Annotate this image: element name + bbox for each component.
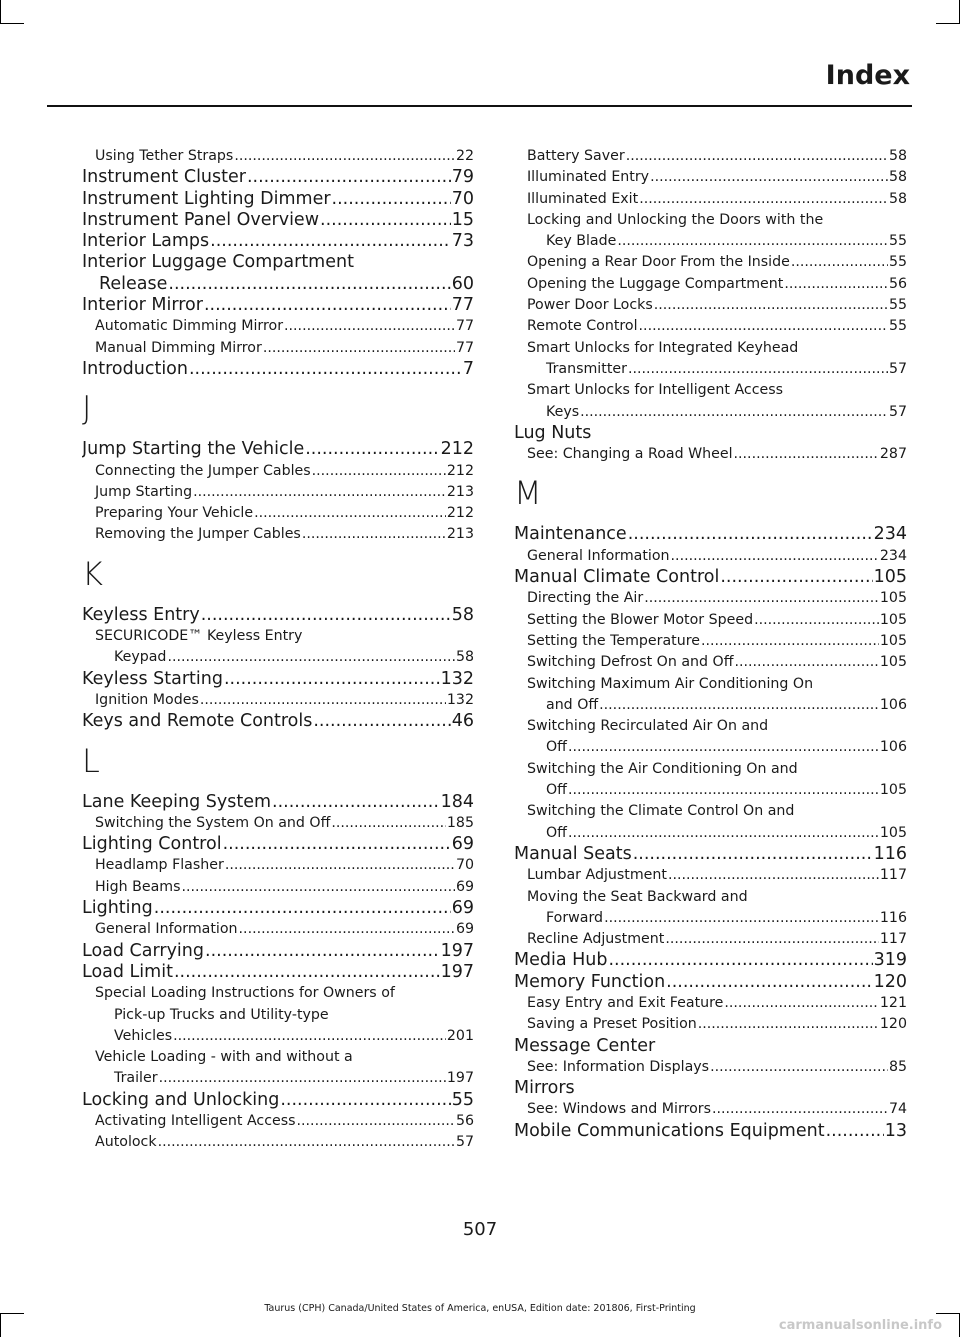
- entry-label: Illuminated Entry: [527, 169, 650, 186]
- page-ref: 79: [451, 167, 474, 188]
- entry-label: Lumbar Adjustment: [527, 867, 667, 884]
- dot-leader: [654, 295, 888, 316]
- index-subtopic: [514, 1099, 907, 1120]
- page-ref: 74: [888, 1101, 907, 1118]
- entry-label: Jump Starting the Vehicle: [82, 439, 305, 460]
- page-ref: 185: [446, 814, 474, 831]
- dot-leader: [608, 950, 872, 971]
- index-subtopic: [82, 647, 474, 668]
- index-subtopic: [514, 993, 907, 1014]
- entry-label: Media Hub: [514, 950, 608, 971]
- entry-label: Battery Saver: [527, 148, 625, 164]
- entry-label: Preparing Your Vehicle: [95, 505, 254, 522]
- index-topic: [514, 844, 907, 865]
- page-ref: 213: [446, 526, 474, 543]
- entry-label: Vehicles: [114, 1027, 173, 1044]
- page-ref: 69: [455, 878, 474, 895]
- entry-label: General Information: [95, 921, 238, 938]
- index-topic: [82, 941, 474, 962]
- index-letter-heading: M: [514, 474, 542, 513]
- entry-label: Key Blade: [546, 233, 617, 250]
- page-ref: 106: [879, 739, 907, 756]
- page-ref: 234: [873, 524, 907, 545]
- page-ref: 132: [440, 668, 474, 689]
- index-topic: [82, 834, 474, 855]
- dot-leader: [580, 402, 888, 423]
- page-ref: 60: [451, 273, 474, 294]
- dot-leader: [302, 524, 446, 545]
- crop-mark-top-left-h: [0, 23, 24, 24]
- index-subtopic: Switching Recirculated Air On and: [527, 718, 769, 735]
- index-subtopic: [514, 865, 907, 886]
- index-subtopic: [82, 146, 474, 167]
- page-ref: 69: [451, 834, 474, 855]
- dot-leader: [201, 605, 451, 626]
- dot-leader: [263, 338, 455, 359]
- index-topic: [82, 274, 474, 295]
- dot-leader: [284, 316, 455, 337]
- page-ref: 58: [888, 190, 907, 207]
- index-subtopic: [514, 1014, 907, 1035]
- entry-label: Headlamp Flasher: [95, 857, 224, 874]
- index-subtopic: [514, 231, 907, 252]
- dot-leader: [158, 1132, 455, 1153]
- page-ref: 319: [873, 950, 907, 971]
- entry-label: Activating Intelligent Access: [95, 1112, 296, 1129]
- page-ref: 46: [451, 711, 474, 732]
- header-rule: [47, 105, 912, 107]
- entry-label: Instrument Panel Overview: [82, 209, 320, 230]
- page-ref: 105: [879, 654, 907, 671]
- index-subtopic: [514, 737, 907, 758]
- entry-label: Instrument Cluster: [82, 167, 246, 188]
- page-ref: 212: [440, 439, 474, 460]
- page-ref: 105: [879, 590, 907, 607]
- entry-label: See: Changing a Road Wheel: [527, 446, 733, 463]
- dot-leader: [639, 189, 888, 210]
- entry-label: Interior Mirror: [82, 295, 203, 316]
- index-topic: [514, 950, 907, 971]
- page-ref: 116: [879, 909, 907, 926]
- index-subtopic: Switching the Climate Control On and: [527, 803, 795, 820]
- index-column-left: [82, 146, 474, 1154]
- index-subtopic: [514, 274, 907, 295]
- page-ref: 105: [879, 824, 907, 841]
- dot-leader: [280, 1090, 450, 1111]
- index-column-right: [514, 146, 907, 1142]
- page-ref: 58: [455, 649, 474, 666]
- index-topic: [82, 962, 474, 983]
- index-subtopic: Pick-up Trucks and Utility-type: [114, 1006, 329, 1023]
- index-subtopic: [514, 146, 907, 167]
- entry-label: Saving a Preset Position: [527, 1016, 697, 1033]
- index-subtopic: [514, 631, 907, 652]
- page-ref: 77: [451, 295, 474, 316]
- index-subtopic: [514, 252, 907, 273]
- index-topic: [82, 189, 474, 210]
- dot-leader: [650, 167, 888, 188]
- index-topic: [82, 1090, 474, 1111]
- index-topic: [514, 1121, 907, 1142]
- dot-leader: [312, 461, 446, 482]
- index-subtopic: Switching the Air Conditioning On and: [527, 760, 798, 777]
- index-subtopic: Special Loading Instructions for Owners of: [95, 985, 395, 1002]
- dot-leader: [247, 167, 451, 188]
- page-ref: 22: [455, 148, 474, 164]
- entry-label: Removing the Jumper Cables: [95, 526, 301, 543]
- entry-label: Setting the Blower Motor Speed: [527, 611, 754, 628]
- dot-leader: [710, 1057, 888, 1078]
- page-number: 507: [462, 1219, 498, 1240]
- index-subtopic: [514, 588, 907, 609]
- index-topic: Lug Nuts: [514, 422, 592, 443]
- dot-leader: [272, 792, 440, 813]
- page-ref: 77: [455, 318, 474, 335]
- index-subtopic: Locking and Unlocking the Doors with the: [527, 211, 824, 228]
- index-subtopic: [82, 690, 474, 711]
- index-subtopic: [514, 908, 907, 929]
- entry-label: Recline Adjustment: [527, 931, 665, 948]
- dot-leader: [305, 439, 439, 460]
- crop-mark-top-left: [0, 0, 1, 24]
- index-subtopic: [82, 919, 474, 940]
- page-ref: 197: [440, 961, 474, 982]
- entry-label: Setting the Temperature: [527, 632, 700, 649]
- entry-label: General Information: [527, 547, 670, 564]
- index-subtopic: [514, 610, 907, 631]
- entry-label: See: Windows and Mirrors: [527, 1101, 711, 1118]
- entry-label: Maintenance: [514, 524, 627, 545]
- page-ref: 105: [879, 611, 907, 628]
- index-topic: [82, 210, 474, 231]
- crop-mark-top-right-h: [936, 23, 960, 24]
- entry-label: Memory Function: [514, 971, 666, 992]
- dot-leader: [644, 588, 879, 609]
- index-subtopic: [82, 461, 474, 482]
- page-ref: 105: [879, 632, 907, 649]
- dot-leader: [239, 919, 455, 940]
- index-subtopic: Smart Unlocks for Intelligent Access: [527, 382, 784, 399]
- entry-label: Keys and Remote Controls: [82, 711, 313, 732]
- index-subtopic: [82, 855, 474, 876]
- index-subtopic: [514, 780, 907, 801]
- page-ref: 117: [879, 867, 907, 884]
- dot-leader: [734, 444, 879, 465]
- index-topic: [514, 524, 907, 545]
- dot-leader: [633, 844, 873, 865]
- entry-label: Manual Seats: [514, 843, 632, 864]
- dot-leader: [223, 834, 451, 855]
- entry-label: Instrument Lighting Dimmer: [82, 188, 331, 209]
- page-title: Index: [825, 60, 910, 91]
- dot-leader: [205, 941, 440, 962]
- index-subtopic: [82, 524, 474, 545]
- entry-label: Forward: [546, 909, 604, 926]
- dot-leader: [182, 877, 455, 898]
- page-ref: 56: [455, 1112, 474, 1129]
- entry-label: Lighting: [82, 898, 153, 919]
- index-topic: Mirrors: [514, 1078, 575, 1099]
- entry-label: Jump Starting: [95, 483, 193, 500]
- page-ref: 58: [888, 148, 907, 164]
- dot-leader: [568, 737, 879, 758]
- page-ref: 120: [879, 1016, 907, 1033]
- dot-leader: [320, 210, 451, 231]
- index-letter-heading: K: [82, 554, 103, 593]
- dot-leader: [159, 1068, 446, 1089]
- index-topic: [82, 439, 474, 460]
- index-topic: [82, 792, 474, 813]
- page-ref: 105: [873, 567, 907, 588]
- index-letter-heading: J: [82, 389, 92, 428]
- index-subtopic: [514, 546, 907, 567]
- dot-leader: [712, 1099, 888, 1120]
- page-ref: 132: [446, 691, 474, 708]
- page-ref: 15: [451, 209, 474, 230]
- dot-leader: [617, 231, 888, 252]
- dot-leader: [668, 865, 879, 886]
- index-topic: [514, 567, 907, 588]
- entry-label: Keyless Starting: [82, 668, 223, 689]
- dot-leader: [332, 189, 451, 210]
- index-subtopic: [514, 189, 907, 210]
- dot-leader: [234, 146, 455, 167]
- index-subtopic: [514, 402, 907, 423]
- page-ref: 201: [446, 1027, 474, 1044]
- index-subtopic: [514, 295, 907, 316]
- dot-leader: [168, 274, 450, 295]
- dot-leader: [167, 647, 455, 668]
- entry-label: Trailer: [114, 1070, 158, 1087]
- entry-label: Opening a Rear Door From the Inside: [527, 254, 790, 271]
- page-ref: 7: [462, 358, 474, 379]
- page-ref: 57: [888, 360, 907, 377]
- entry-label: Autolock: [95, 1134, 157, 1151]
- page-ref: 58: [888, 169, 907, 186]
- index-subtopic: Vehicle Loading - with and without a: [95, 1049, 353, 1066]
- dot-leader: [210, 231, 451, 252]
- index-topic: [514, 972, 907, 993]
- dot-leader: [568, 780, 879, 801]
- index-subtopic: [514, 444, 907, 465]
- entry-label: Directing the Air: [527, 590, 644, 607]
- index-topic: [82, 359, 474, 380]
- page-ref: 55: [888, 318, 907, 335]
- watermark: carmanualsonline.info: [778, 1318, 942, 1333]
- dot-leader: [826, 1121, 884, 1142]
- dot-leader: [313, 711, 450, 732]
- dot-leader: [174, 962, 440, 983]
- page-ref: 117: [879, 931, 907, 948]
- index-topic: [82, 669, 474, 690]
- index-subtopic: [514, 652, 907, 673]
- index-topic: [82, 231, 474, 252]
- dot-leader: [204, 295, 451, 316]
- entry-label: Illuminated Exit: [527, 190, 639, 207]
- entry-label: Interior Lamps: [82, 231, 210, 252]
- index-subtopic: [514, 929, 907, 950]
- index-topic: Interior Luggage Compartment: [82, 252, 354, 273]
- entry-label: Easy Entry and Exit Feature: [527, 994, 724, 1011]
- index-subtopic: [82, 877, 474, 898]
- index-subtopic: [82, 482, 474, 503]
- entry-label: Locking and Unlocking: [82, 1089, 280, 1110]
- dot-leader: [671, 546, 879, 567]
- index-topic: [82, 167, 474, 188]
- entry-label: Keyless Entry: [82, 604, 200, 625]
- index-subtopic: [82, 1068, 474, 1089]
- entry-label: Switching the System On and Off: [95, 814, 331, 831]
- index-topic: [82, 898, 474, 919]
- dot-leader: [225, 855, 455, 876]
- page-ref: 55: [888, 254, 907, 271]
- index-topic: [82, 711, 474, 732]
- index-subtopic: SECURICODE™ Keyless Entry: [95, 628, 303, 645]
- page-ref: 55: [451, 1089, 474, 1110]
- entry-label: See: Information Displays: [527, 1058, 710, 1075]
- entry-label: Lane Keeping System: [82, 791, 272, 812]
- dot-leader: [331, 813, 446, 834]
- page-ref: 85: [888, 1058, 907, 1075]
- page-ref: 69: [455, 921, 474, 938]
- entry-label: Load Carrying: [82, 940, 204, 961]
- entry-label: Using Tether Straps: [95, 148, 234, 164]
- page-ref: 56: [888, 275, 907, 292]
- page-ref: 184: [440, 791, 474, 812]
- page-ref: 197: [440, 940, 474, 961]
- entry-label: Ignition Modes: [95, 691, 199, 708]
- page-ref: 58: [451, 604, 474, 625]
- entry-label: Connecting the Jumper Cables: [95, 462, 311, 479]
- dot-leader: [628, 524, 873, 545]
- page-ref: 57: [888, 403, 907, 420]
- dot-leader: [254, 503, 446, 524]
- page-ref: 213: [446, 483, 474, 500]
- entry-label: Manual Dimming Mirror: [95, 339, 262, 356]
- dot-leader: [734, 652, 878, 673]
- page-ref: 55: [888, 233, 907, 250]
- dot-leader: [639, 316, 888, 337]
- index-subtopic: [82, 1026, 474, 1047]
- dot-leader: [297, 1111, 455, 1132]
- dot-leader: [666, 972, 872, 993]
- entry-label: Release: [99, 273, 168, 294]
- page-ref: 212: [446, 505, 474, 522]
- page-ref: 121: [879, 994, 907, 1011]
- entry-label: Manual Climate Control: [514, 567, 720, 588]
- index-subtopic: [514, 316, 907, 337]
- index-topic: Message Center: [514, 1035, 656, 1056]
- entry-label: Transmitter: [546, 360, 627, 377]
- dot-leader: [193, 482, 446, 503]
- page-ref: 70: [451, 188, 474, 209]
- page-ref: 69: [451, 898, 474, 919]
- page-ref: 70: [455, 857, 474, 874]
- entry-label: Mobile Communications Equipment: [514, 1120, 825, 1141]
- page-ref: 13: [884, 1120, 907, 1141]
- dot-leader: [568, 823, 879, 844]
- index-topic: [82, 605, 474, 626]
- entry-label: Switching Defrost On and Off: [527, 654, 734, 671]
- dot-leader: [604, 908, 879, 929]
- page-ref: 77: [455, 339, 474, 356]
- dot-leader: [720, 567, 872, 588]
- page-ref: 55: [888, 297, 907, 314]
- dot-leader: [665, 929, 879, 950]
- index-subtopic: Switching Maximum Air Conditioning On: [527, 675, 814, 692]
- crop-mark-bottom-left: [0, 1313, 1, 1337]
- entry-label: Introduction: [82, 358, 188, 379]
- page-ref: 120: [873, 971, 907, 992]
- index-subtopic: [82, 1132, 474, 1153]
- entry-label: Off: [546, 824, 567, 841]
- page-ref: 106: [879, 696, 907, 713]
- dot-leader: [154, 898, 451, 919]
- dot-leader: [724, 993, 879, 1014]
- dot-leader: [628, 359, 888, 380]
- entry-label: Off: [546, 739, 567, 756]
- page-ref: 57: [455, 1134, 474, 1151]
- entry-label: Lighting Control: [82, 834, 222, 855]
- edition-footer: Taurus (CPH) Canada/United States of America, enUSA, Edition date: 201806, First-Printing: [264, 1303, 696, 1314]
- entry-label: Keypad: [114, 649, 167, 666]
- index-subtopic: Smart Unlocks for Integrated Keyhead: [527, 339, 799, 356]
- dot-leader: [791, 252, 888, 273]
- entry-label: Automatic Dimming Mirror: [95, 318, 284, 335]
- page-ref: 73: [451, 231, 474, 252]
- index-subtopic: [514, 359, 907, 380]
- index-subtopic: [82, 503, 474, 524]
- entry-label: Load Limit: [82, 961, 173, 982]
- index-subtopic: [82, 338, 474, 359]
- dot-leader: [754, 610, 879, 631]
- dot-leader: [701, 631, 879, 652]
- index-subtopic: [82, 316, 474, 337]
- dot-leader: [200, 690, 446, 711]
- page-ref: 234: [879, 547, 907, 564]
- page-ref: 116: [873, 843, 907, 864]
- dot-leader: [599, 695, 879, 716]
- index-subtopic: [514, 1057, 907, 1078]
- entry-label: and Off: [546, 696, 599, 713]
- index-subtopic: [514, 695, 907, 716]
- index-subtopic: [514, 167, 907, 188]
- dot-leader: [784, 274, 888, 295]
- entry-label: Opening the Luggage Compartment: [527, 275, 784, 292]
- index-letter-heading: L: [82, 741, 100, 780]
- entry-label: High Beams: [95, 878, 181, 895]
- index-subtopic: [82, 813, 474, 834]
- entry-label: Power Door Locks: [527, 297, 653, 314]
- dot-leader: [626, 146, 888, 167]
- page-ref: 287: [879, 446, 907, 463]
- index-subtopic: Moving the Seat Backward and: [527, 888, 748, 905]
- index-topic: [82, 295, 474, 316]
- page-ref: 197: [446, 1070, 474, 1087]
- dot-leader: [224, 669, 440, 690]
- dot-leader: [189, 359, 462, 380]
- entry-label: Remote Control: [527, 318, 638, 335]
- index-subtopic: [82, 1111, 474, 1132]
- dot-leader: [698, 1014, 879, 1035]
- entry-label: Keys: [546, 403, 580, 420]
- entry-label: Off: [546, 782, 567, 799]
- index-subtopic: [514, 823, 907, 844]
- dot-leader: [173, 1026, 446, 1047]
- page-ref: 105: [879, 782, 907, 799]
- page-ref: 212: [446, 462, 474, 479]
